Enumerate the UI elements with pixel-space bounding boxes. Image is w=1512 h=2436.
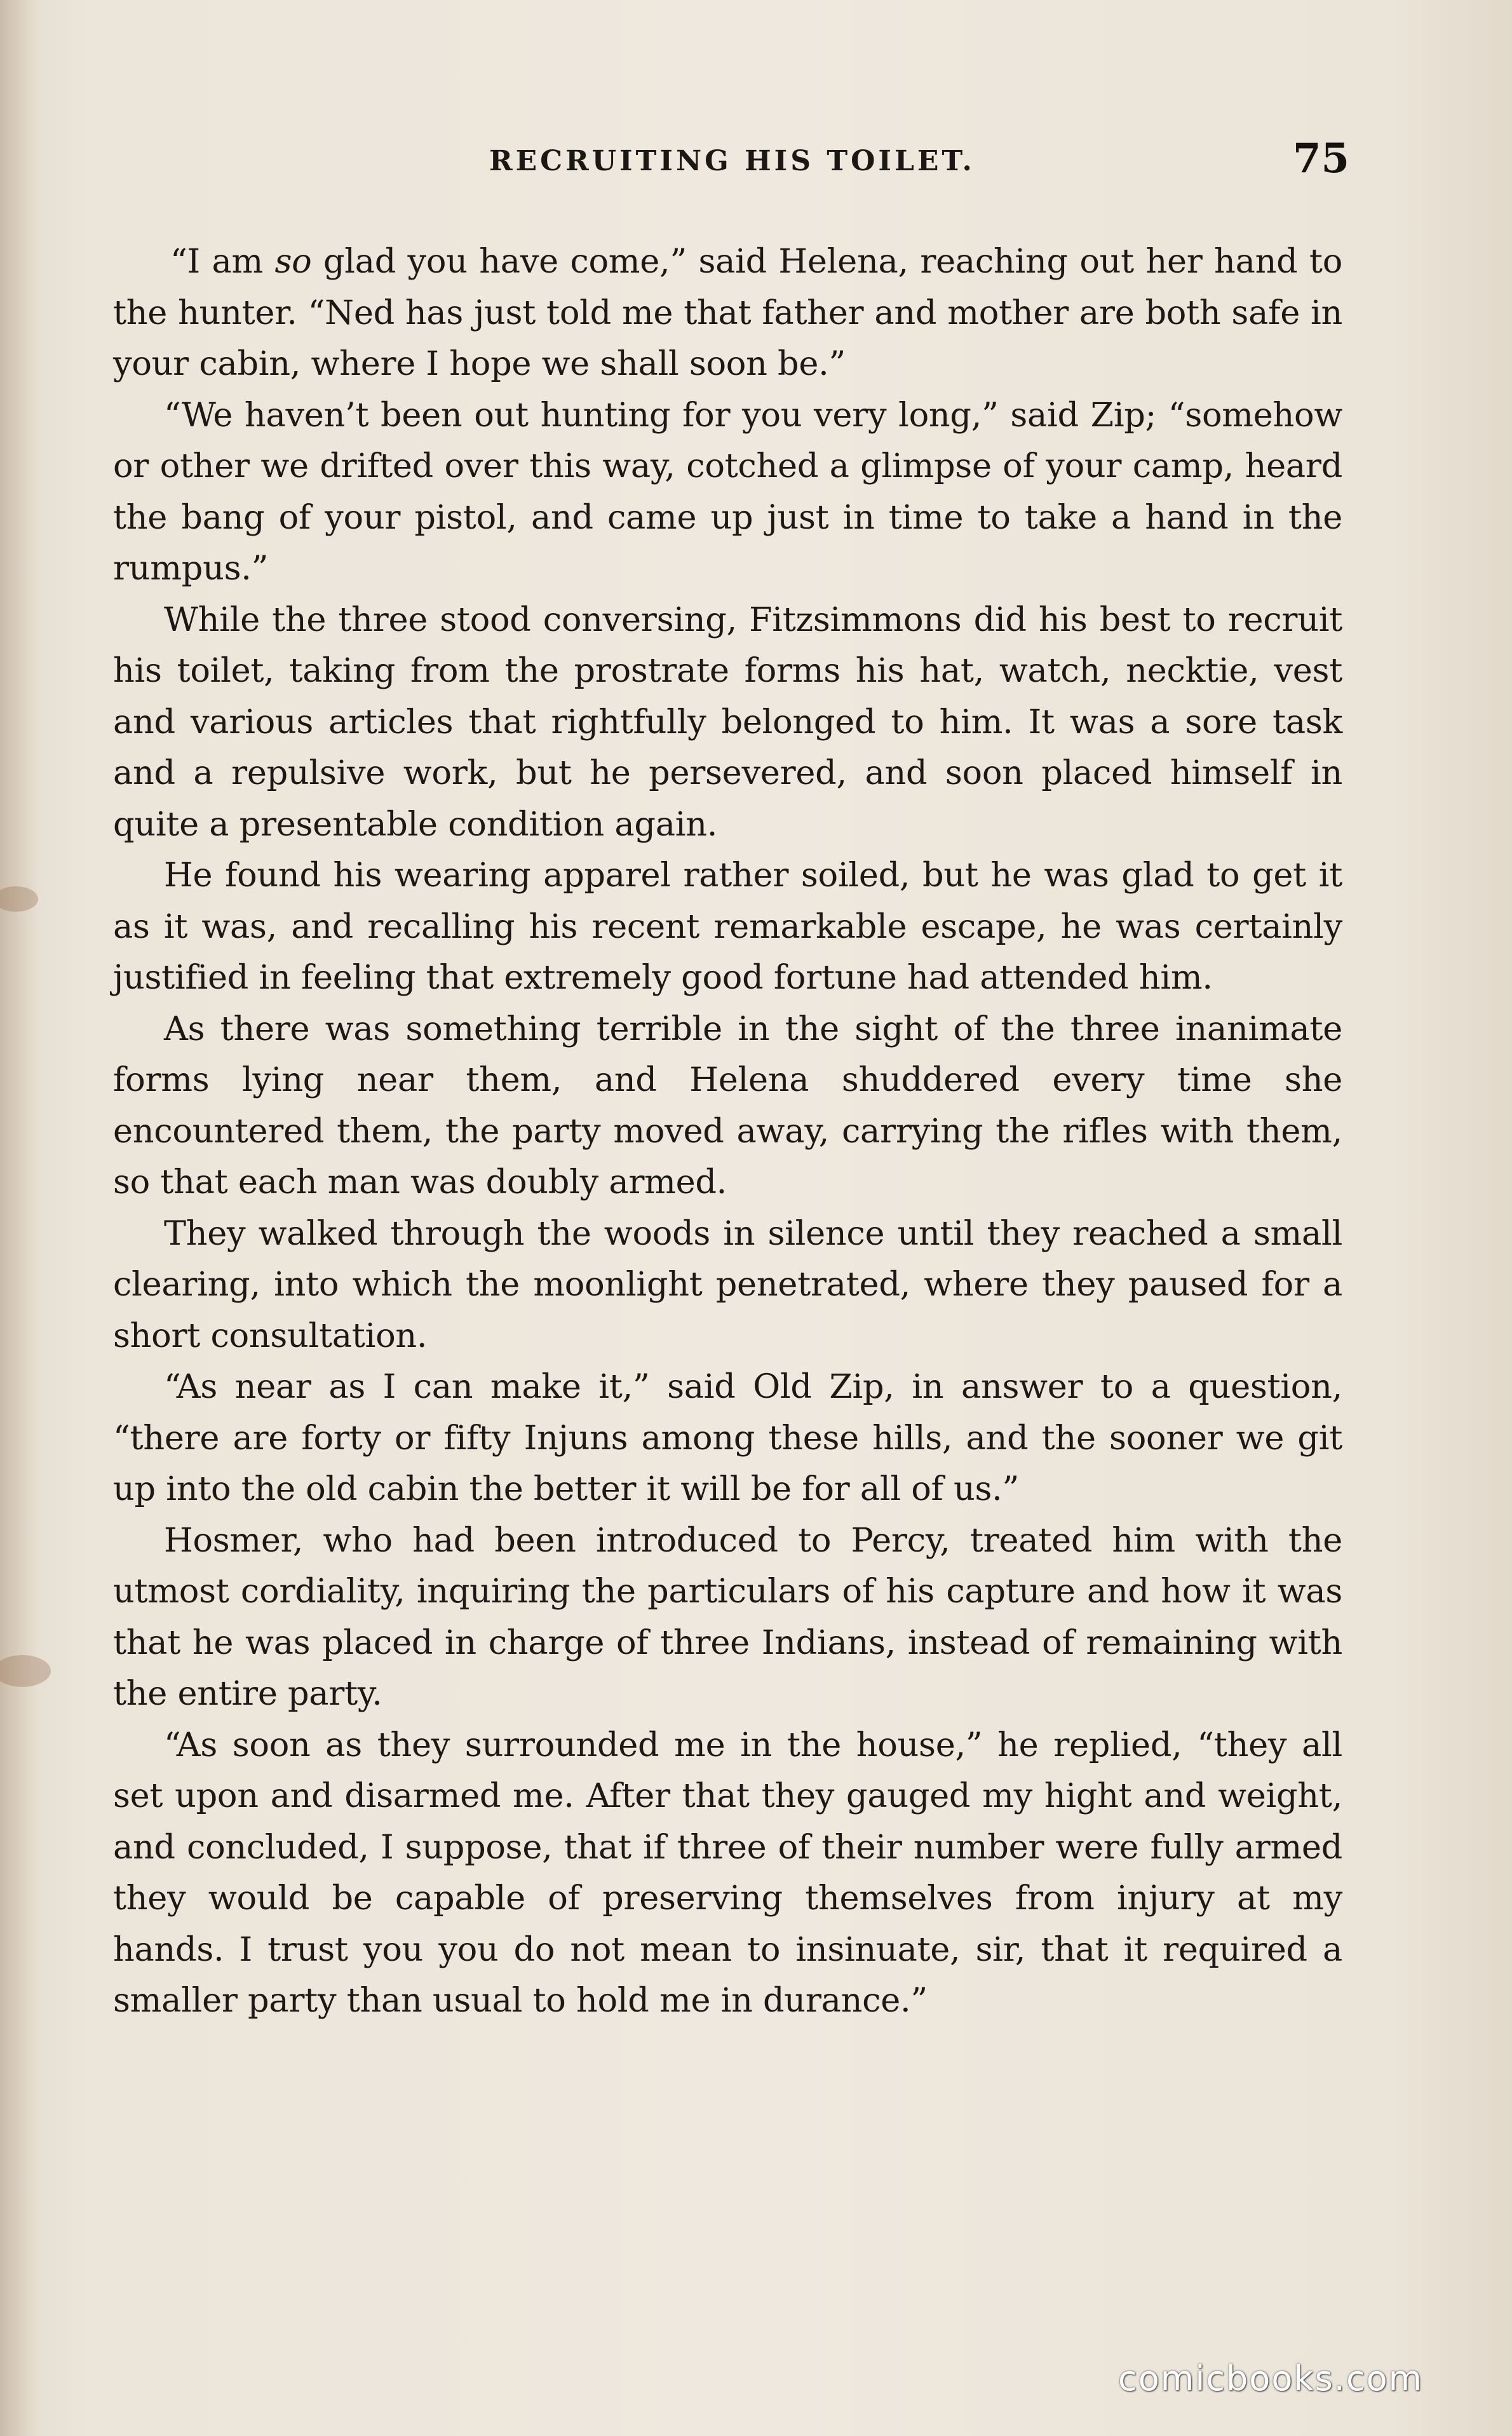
page-number: 75 bbox=[1293, 135, 1350, 182]
running-head: RECRUITING HIS TOILET. bbox=[489, 145, 975, 177]
paragraph-text: “I am bbox=[170, 242, 275, 281]
emphasis-text: so bbox=[274, 242, 312, 281]
paragraph: He found his wearing apparel rather soiled, but he was glad to get it as it was, and recalling his recent remarkable escape, he was certainly justified in feeling that extremely good fortune had attended him. bbox=[113, 856, 1342, 997]
paragraph: As there was something terrible in the sight of the three inanimate forms lying near them, and Helena shuddered every time she encountered them, the party moved away, carrying the rifles with them, so that each man was doubly armed. bbox=[113, 1009, 1342, 1201]
paragraph: They walked through the woods in silence until they reached a small clearing, into which the moonlight penetrated, where they paused for a short consultation. bbox=[113, 1214, 1342, 1355]
paragraph: “As soon as they surrounded me in the house,” he replied, “they all set upon and disarmed me. After that they gauged my hight and weight, and concluded, I suppose, that if three of their number were fully armed they would be capable of preserving themselves from injury at my hands. I trust you you do not mean to insinuate, sir, that it required a smaller party than usual to hold me in durance.” bbox=[113, 1725, 1342, 2020]
paragraph: “As near as I can make it,” said Old Zip, in answer to a question, “there are forty or fifty Injuns among these hills, and the sooner we git up into the old cabin the better it will be for all of us.” bbox=[113, 1367, 1342, 1508]
paragraph: Hosmer, who had been introduced to Percy, treated him with the utmost cordiality, inquiring the particulars of his capture and how it was that he was placed in charge of three Indians, instead of remaining with the entire party. bbox=[113, 1520, 1342, 1713]
paper-stain bbox=[0, 1655, 51, 1687]
watermark-logo: comicbooks.com bbox=[1118, 2358, 1424, 2399]
paragraph: While the three stood conversing, Fitzsimmons did his best to recruit his toilet, taking from the prostrate forms his hat, watch, necktie, vest and various articles that rightfully belonged to him. It was a sore task and a repulsive work, but he persevered, and soon placed himself in quite a presentable condition again. bbox=[113, 600, 1342, 844]
page-header bbox=[0, 135, 1512, 202]
paragraph-text: glad you have come,” said Helena, reaching out her hand to the hunter. “Ned has just told me that father and mother are both safe in your cabin, where I hope we shall soon be.” bbox=[113, 242, 1342, 383]
paragraph bbox=[113, 236, 1342, 390]
paragraph: “We haven’t been out hunting for you very long,” said Zip; “somehow or other we drifted over this way, cotched a glimpse of your camp, heard the bang of your pistol, and came up just in time to take a hand in the rumpus.” bbox=[113, 395, 1342, 588]
body-text bbox=[113, 236, 1342, 2027]
page-gutter bbox=[0, 0, 38, 2436]
